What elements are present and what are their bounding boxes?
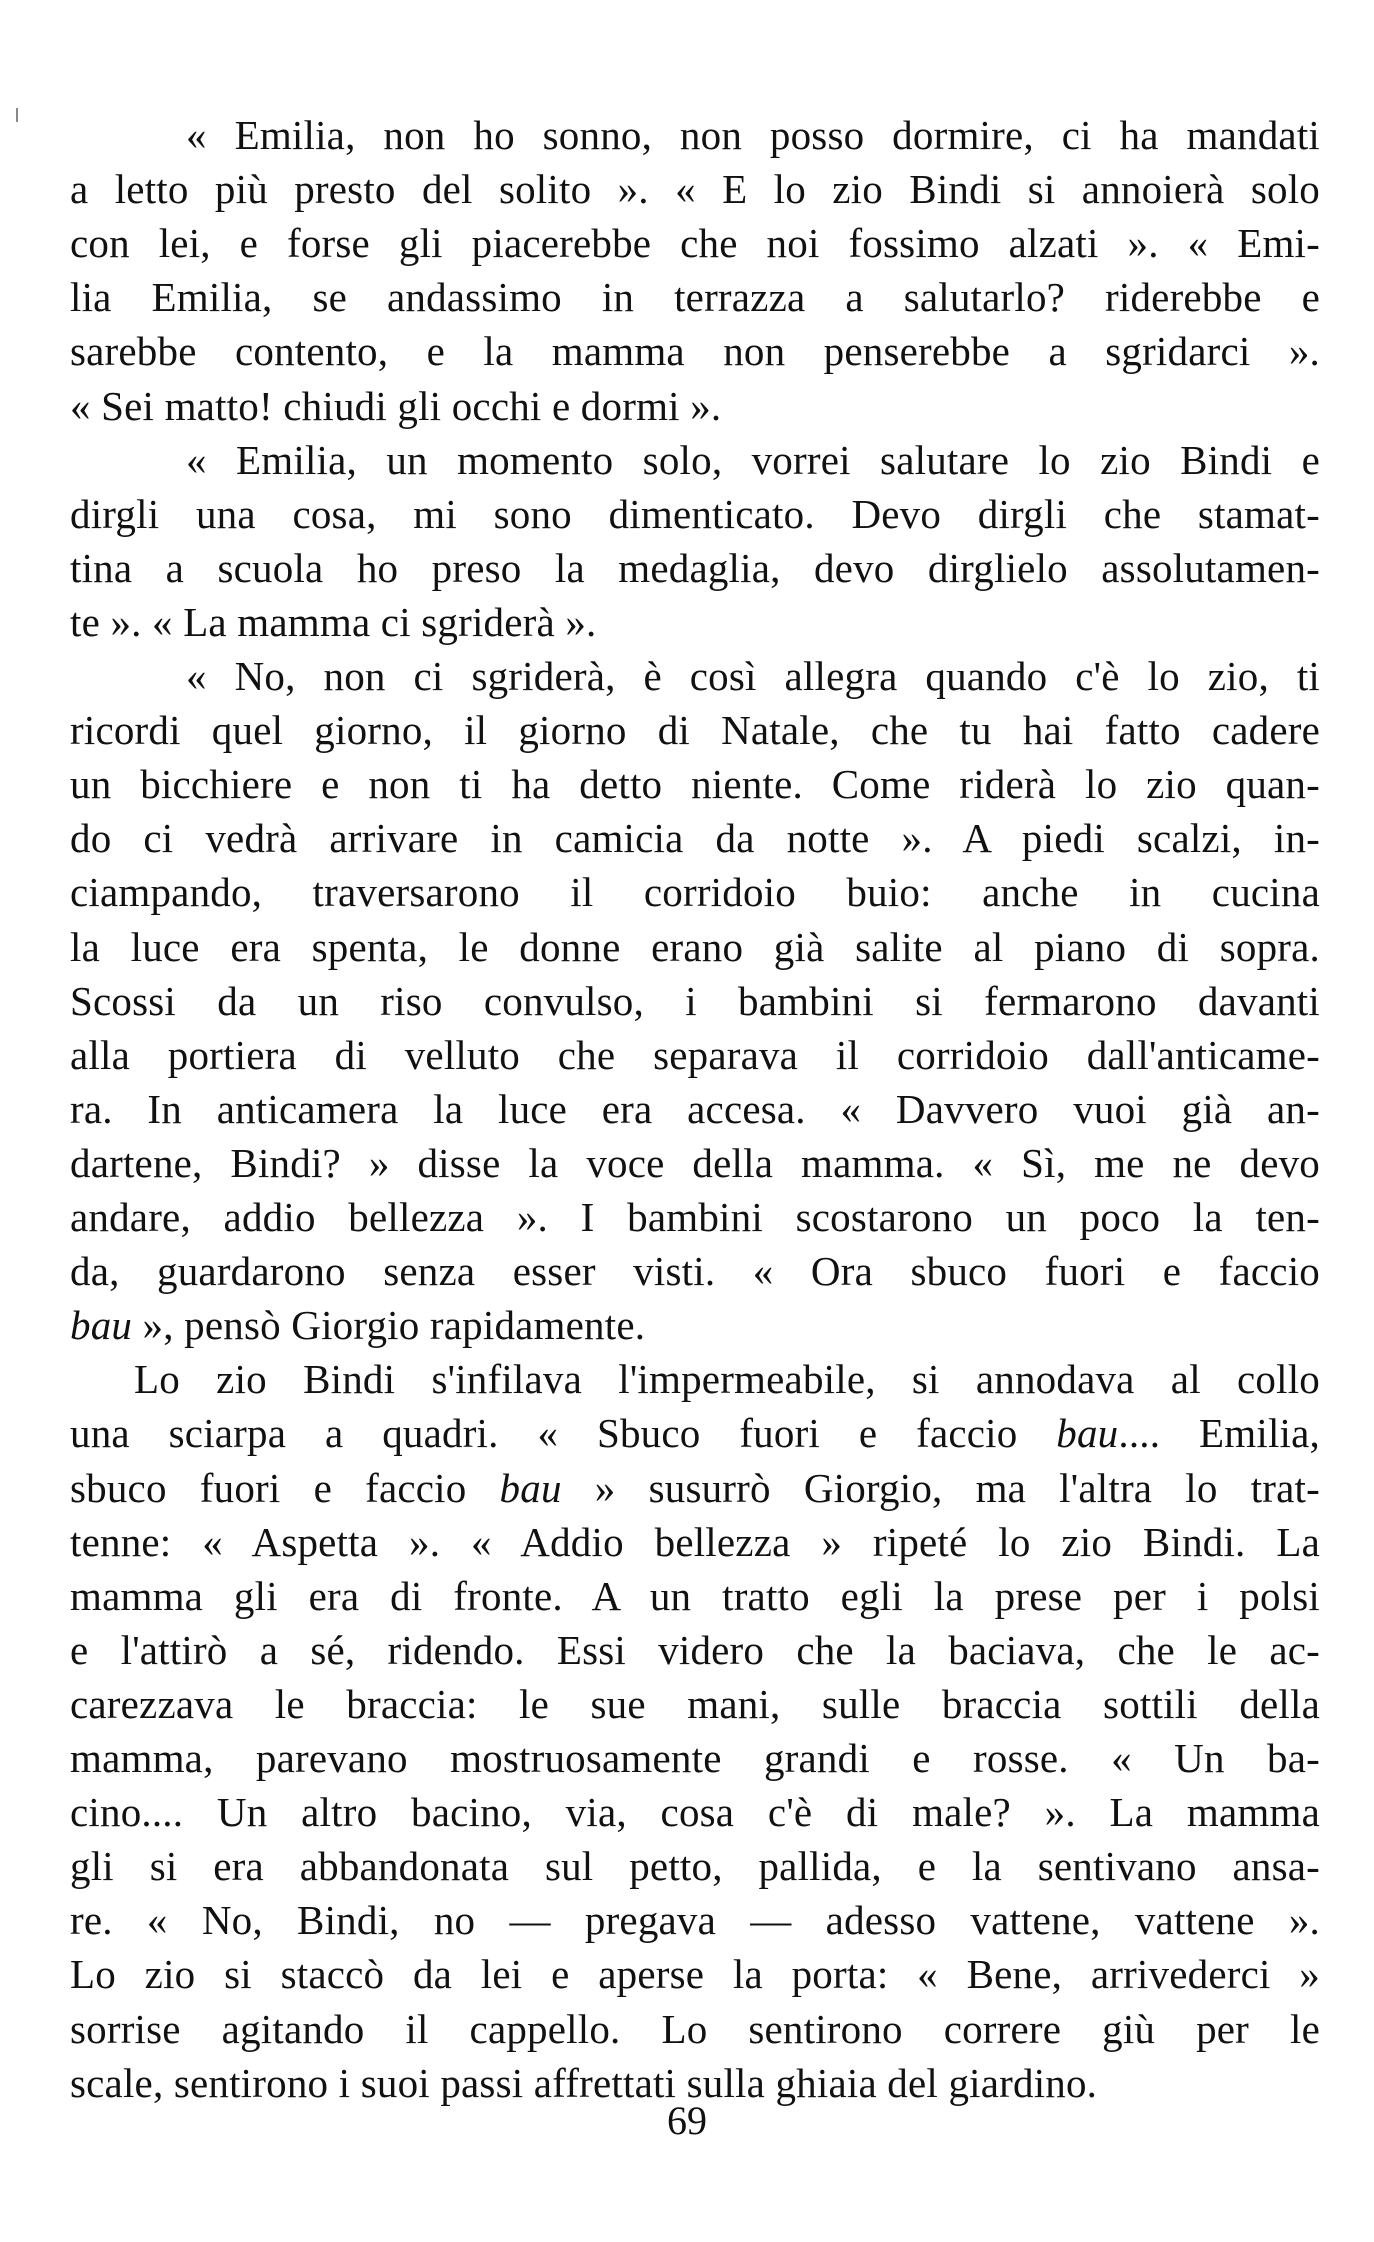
text-line: alla portiera di velluto che separava il corridoio dall'anticame-	[70, 1031, 1320, 1078]
text-line: una sciarpa a quadri. « Sbuco fuori e faccio bau.... Emilia,	[70, 1410, 1320, 1457]
text-line: con lei, e forse gli piacerebbe che noi fossimo alzati ». « Emi-	[70, 220, 1320, 267]
text-line: lia Emilia, se andassimo in terrazza a salutarlo? riderebbe e	[70, 274, 1320, 321]
text-line: Scossi da un riso convulso, i bambini si fermarono davanti	[70, 977, 1320, 1024]
text-line: cino.... Un altro bacino, via, cosa c'è di male? ». La mamma	[70, 1789, 1320, 1836]
text-line: dartene, Bindi? » disse la voce della mamma. « Sì, me ne devo	[70, 1139, 1320, 1186]
text-line: te ». « La mamma ci sgriderà ».	[70, 598, 597, 645]
text-line: la luce era spenta, le donne erano già salite al piano di sopra.	[70, 923, 1320, 970]
text-line: do ci vedrà arrivare in camicia da notte ». A piedi scalzi, in-	[70, 815, 1320, 862]
text-line: mamma, parevano mostruosamente grandi e rosse. « Un ba-	[70, 1735, 1320, 1781]
text-line: Lo zio si staccò da lei e aperse la porta: « Bene, arrivederci »	[70, 1951, 1320, 1998]
text-line: dirgli una cosa, mi sono dimenticato. Devo dirgli che stamat-	[70, 490, 1320, 537]
page-number: 69	[667, 2098, 707, 2143]
text-line: a letto più presto del solito ». « E lo zio Bindi si annoierà solo	[70, 166, 1320, 213]
text-line: ricordi quel giorno, il giorno di Natale, che tu hai fatto cadere	[70, 707, 1320, 754]
text-line: scale, sentirono i suoi passi affrettati sulla ghiaia del giardino.	[70, 2059, 1098, 2106]
text-line: ciampando, traversarono il corridoio buio: anche in cucina	[70, 869, 1320, 916]
text-line: « Emilia, non ho sonno, non posso dormire, ci ha mandati	[186, 112, 1320, 158]
text-line: tenne: « Aspetta ». « Addio bellezza » ripeté lo zio Bindi. La	[70, 1518, 1320, 1565]
text-line: andare, addio bellezza ». I bambini scostarono un poco la ten-	[70, 1194, 1320, 1240]
text-line: un bicchiere e non ti ha detto niente. Come riderà lo zio quan-	[70, 761, 1320, 808]
text-line: e l'attirò a sé, ridendo. Essi videro che la baciava, che le ac-	[70, 1626, 1320, 1673]
text-line: re. « No, Bindi, no — pregava — adesso vattene, vattene ».	[70, 1897, 1320, 1944]
text-line: « Sei matto! chiudi gli occhi e dormi ».	[70, 382, 722, 429]
text-line: sbuco fuori e faccio bau » susurrò Giorgio, ma l'altra lo trat-	[70, 1464, 1320, 1511]
text-line: gli si era abbandonata sul petto, pallida, e la sentivano ansa-	[70, 1843, 1320, 1890]
text-line: « Emilia, un momento solo, vorrei salutare lo zio Bindi e	[186, 436, 1320, 483]
text-line: bau », pensò Giorgio rapidamente.	[70, 1302, 646, 1349]
text-line: sorrise agitando il cappello. Lo sentirono correre giù per le	[70, 2005, 1320, 2052]
text-line: carezzava le braccia: le sue mani, sulle braccia sottili della	[70, 1680, 1320, 1727]
text-line: sarebbe contento, e la mamma non penserebbe a sgridarci ».	[70, 328, 1320, 375]
text-line: da, guardarono senza esser visti. « Ora sbuco fuori e faccio	[70, 1248, 1320, 1295]
scan-edge-mark	[16, 108, 18, 122]
text-line: ra. In anticamera la luce era accesa. « Davvero vuoi già an-	[70, 1085, 1320, 1132]
text-line: « No, non ci sgriderà, è così allegra quando c'è lo zio, ti	[186, 653, 1320, 699]
text-line: mamma gli era di fronte. A un tratto egli la prese per i polsi	[70, 1572, 1320, 1619]
text-line: tina a scuola ho preso la medaglia, devo dirglielo assolutamen-	[70, 544, 1320, 591]
text-line: Lo zio Bindi s'infilava l'impermeabile, si annodava al collo	[134, 1356, 1320, 1403]
